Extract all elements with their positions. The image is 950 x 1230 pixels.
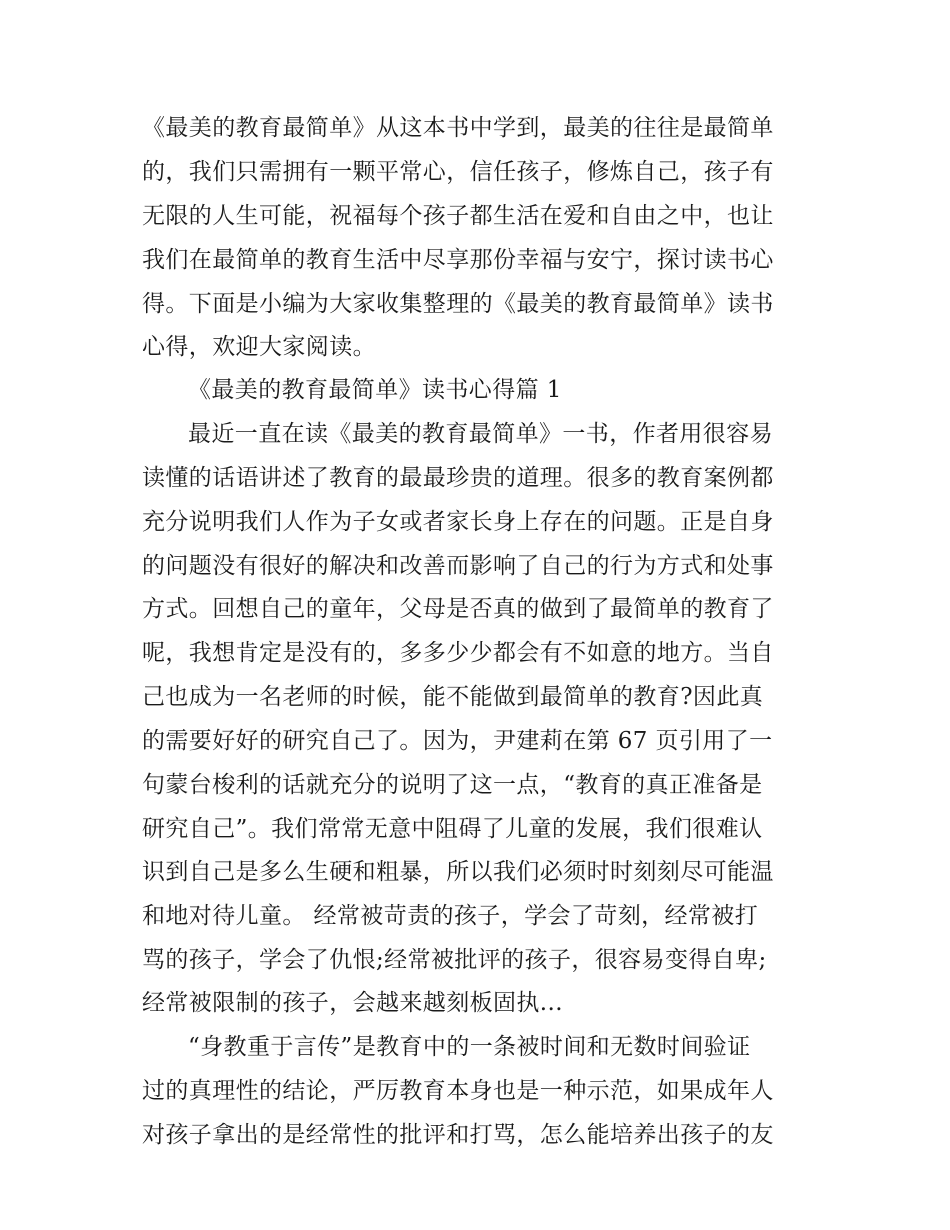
text-line: 句蒙台梭利的话就充分的说明了这一点，“教育的真正准备是 (142, 772, 763, 798)
text-line: 识到自己是多么生硬和粗暴，所以我们必须时时刻刻尽可能温 (142, 859, 774, 885)
text-line: 充分说明我们人作为子女或者家长身上存在的问题。正是自身 (142, 509, 774, 535)
text-line: 无限的人生可能，祝福每个孩子都生活在爱和自由之中，也让 (142, 203, 774, 229)
text-line: 的问题没有很好的解决和改善而影响了自己的行为方式和处事 (142, 553, 774, 579)
text-line: 研究自己”。我们常常无意中阻碍了儿童的发展，我们很难认 (142, 816, 763, 842)
text-line: 对孩子拿出的是经常性的批评和打骂，怎么能培养出孩子的友 (142, 1122, 774, 1148)
text-line: 的，我们只需拥有一颗平常心，信任孩子，修炼自己，孩子有 (142, 159, 774, 185)
text-line: 过的真理性的结论，严厉教育本身也是一种示范，如果成年人 (142, 1078, 774, 1104)
section-heading: 《最美的教育最简单》读书心得篇 1 (188, 377, 562, 403)
text-line: 呢，我想肯定是没有的，多多少少都会有不如意的地方。当自 (142, 640, 774, 666)
text-line: 骂的孩子，学会了仇恨;经常被批评的孩子，很容易变得自卑; (142, 947, 767, 973)
text-line: 的需要好好的研究自己了。因为，尹建莉在第 67 页引用了一 (142, 728, 773, 754)
text-line: 心得，欢迎大家阅读。 (142, 334, 376, 360)
text-line: 得。下面是小编为大家收集整理的《最美的教育最简单》读书 (142, 291, 774, 317)
text-line: 读懂的话语讲述了教育的最最珍贵的道理。很多的教育案例都 (142, 465, 774, 491)
paragraph-first-line: “身教重于言传”是教育中的一条被时间和无数时间验证 (188, 1034, 751, 1060)
text-line: 《最美的教育最简单》从这本书中学到，最美的往往是最简单 (142, 115, 774, 141)
text-line: 经常被限制的孩子，会越来越刻板固执... (142, 990, 563, 1016)
text-line: 我们在最简单的教育生活中尽享那份幸福与安宁，探讨读书心 (142, 247, 774, 273)
text-line: 方式。回想自己的童年，父母是否真的做到了最简单的教育了 (142, 596, 774, 622)
paragraph-first-line: 最近一直在读《最美的教育最简单》一书，作者用很容易 (188, 421, 773, 447)
text-line: 和地对待儿童。 经常被苛责的孩子，学会了苛刻，经常被打 (142, 903, 759, 929)
text-line: 己也成为一名老师的时候，能不能做到最简单的教育?因此真 (142, 684, 764, 710)
